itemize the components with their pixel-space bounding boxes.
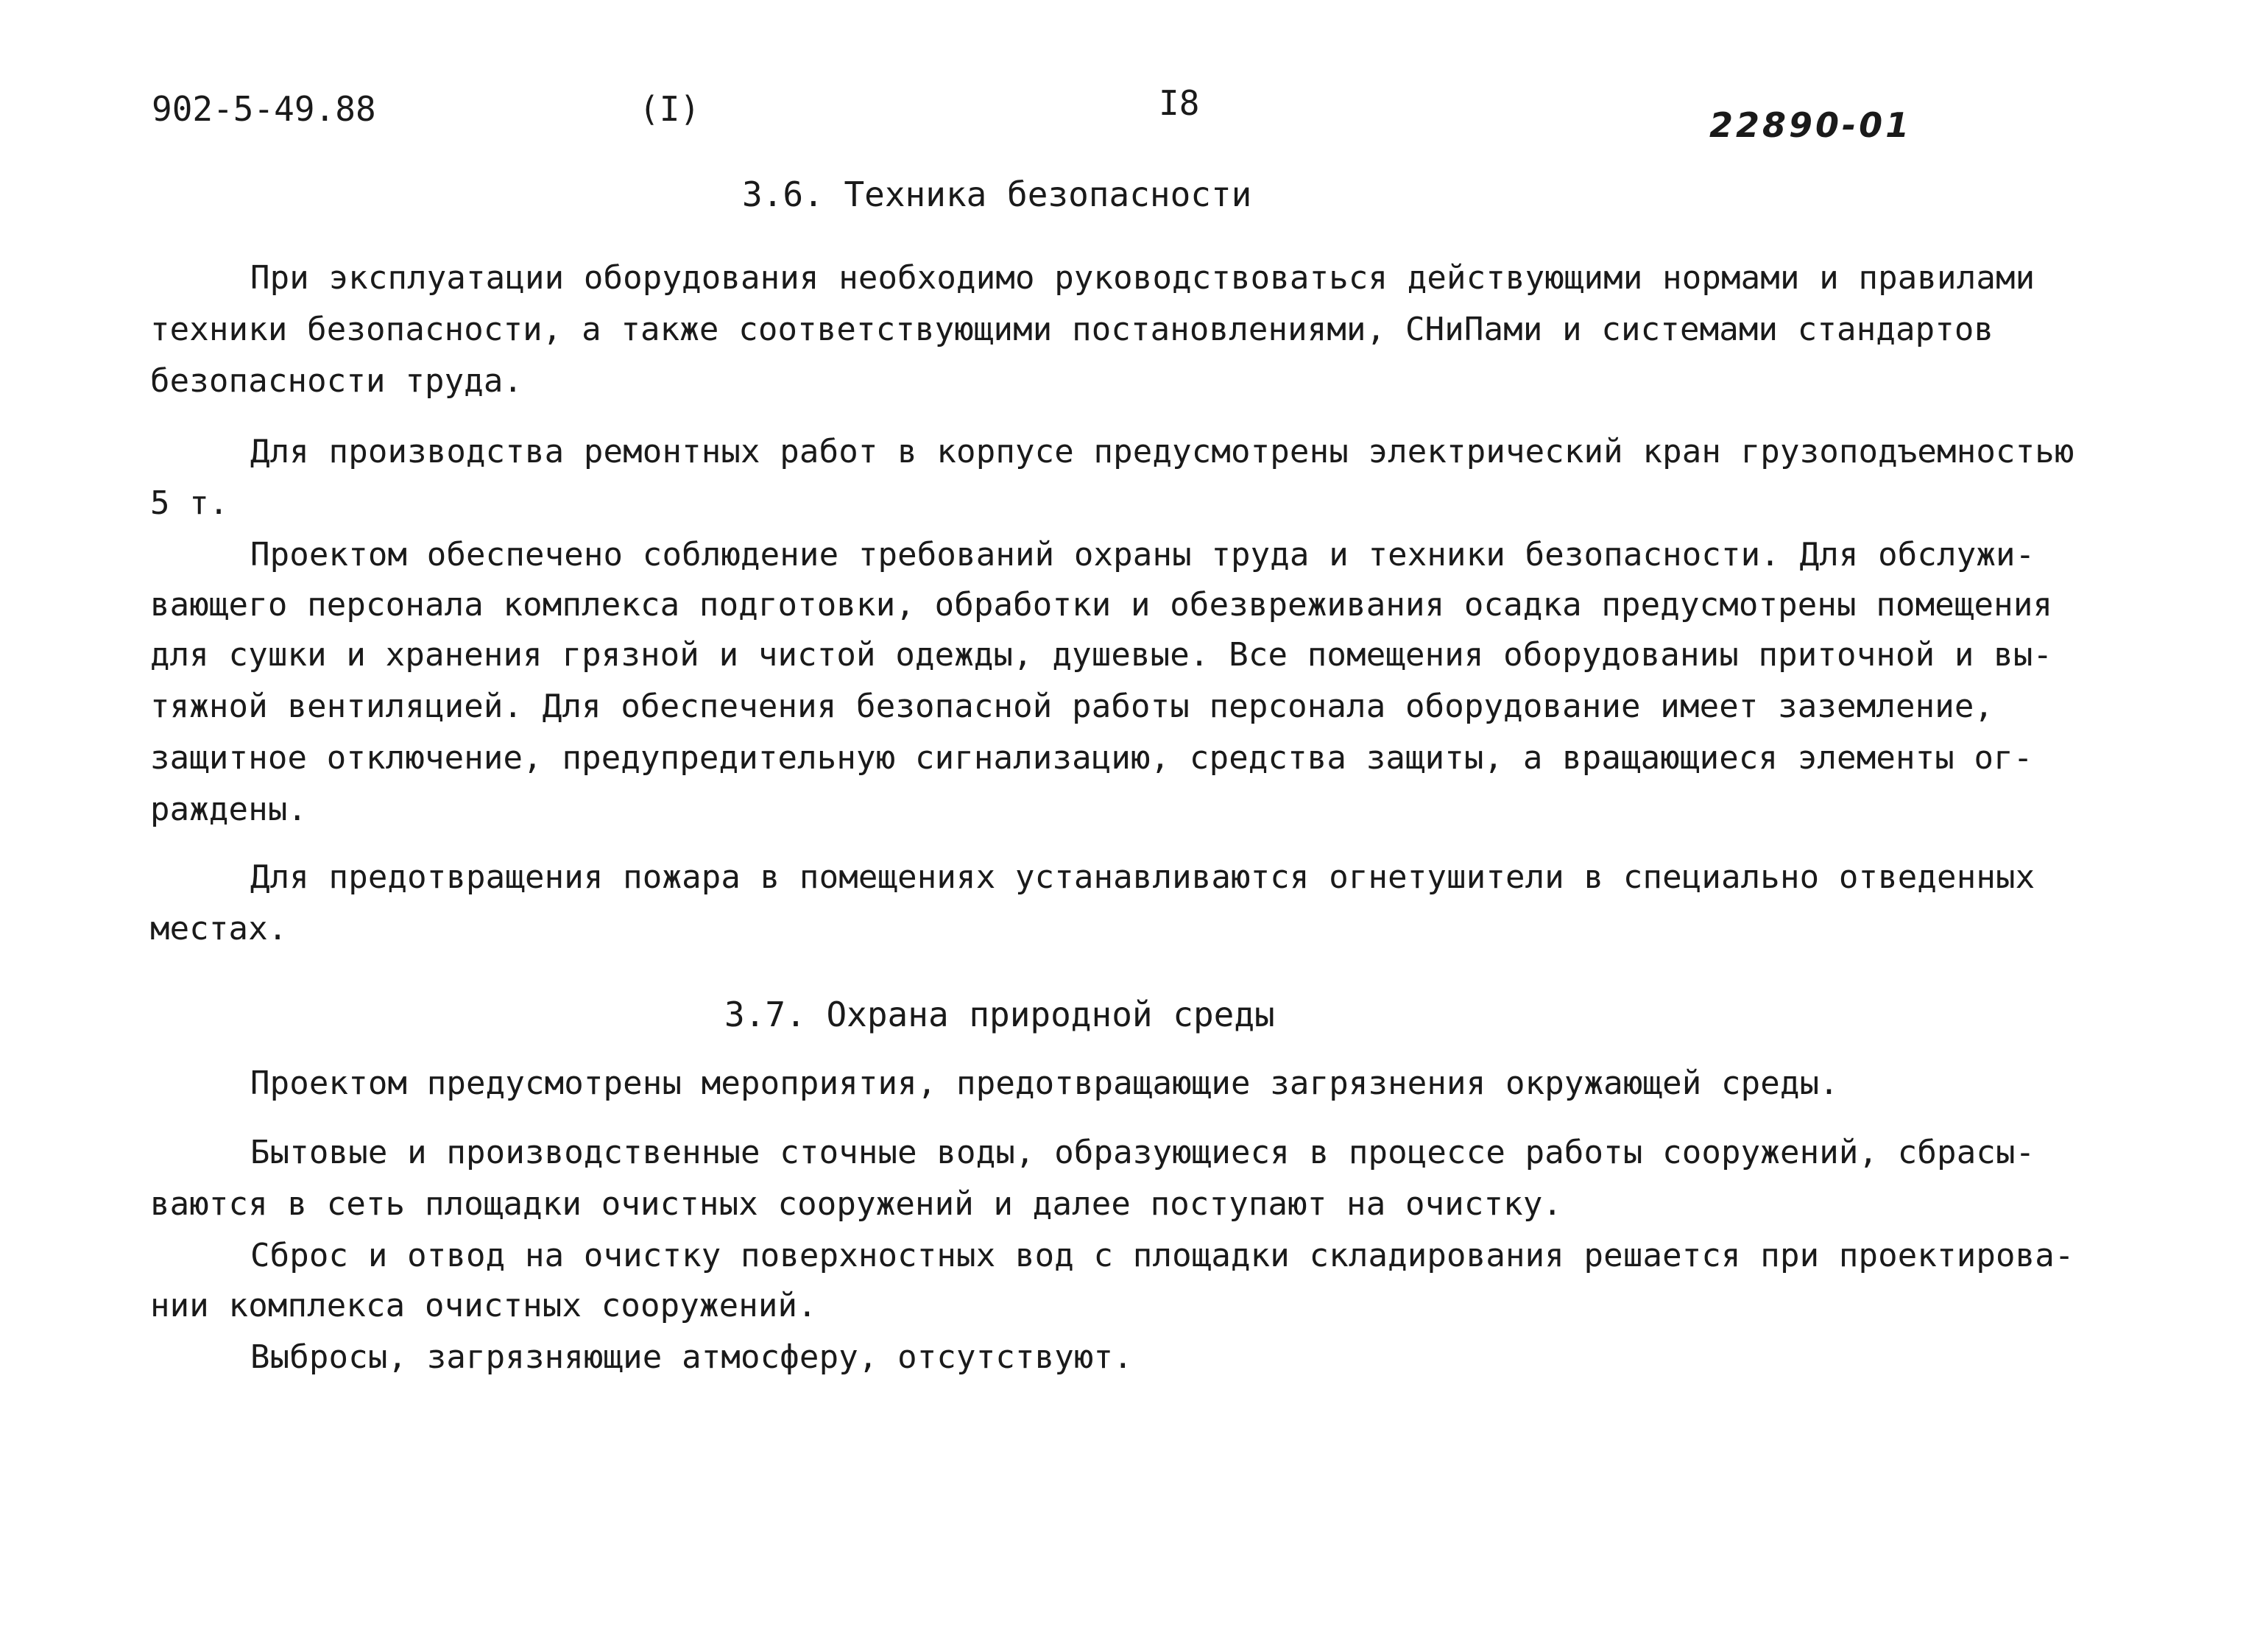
paragraph-line: Выбросы, загрязняющие атмосферу, отсутствуют. xyxy=(250,1338,1133,1376)
paragraph-line: 5 т. xyxy=(150,484,229,522)
paragraph-line: Для предотвращения пожара в помещениях устанавливаются огнетушители в специально отведенных xyxy=(250,858,2035,896)
section-3-7-heading: 3.7. Охрана природной среды xyxy=(724,995,1275,1034)
paragraph-line: Для производства ремонтных работ в корпусе предусмотрены электрический кран грузоподъемностью xyxy=(250,433,2074,470)
paragraph-line: безопасности труда. xyxy=(150,362,523,400)
paragraph-line: Сброс и отвод на очистку поверхностных вод с площадки складирования решается при проектирова- xyxy=(250,1237,2074,1274)
section-3-6-heading: 3.6. Техника безопасности xyxy=(742,174,1252,214)
document-code: 902-5-49.88 xyxy=(152,89,376,129)
paragraph-line: вающего персонала комплекса подготовки, обработки и обезвреживания осадка предусмотрены помещения xyxy=(150,586,2053,624)
paragraph-line: тяжной вентиляцией. Для обеспечения безопасной работы персонала оборудование имеет заземление, xyxy=(150,688,1994,725)
handwritten-doc-number: 22890-01 xyxy=(1709,105,1913,145)
paragraph-line: нии комплекса очистных сооружений. xyxy=(150,1287,817,1324)
paragraph-line: Проектом предусмотрены мероприятия, предотвращающие загрязнения окружающей среды. xyxy=(250,1065,1839,1102)
paragraph-line: Проектом обеспечено соблюдение требований охраны труда и техники безопасности. Для обслужи- xyxy=(250,536,2035,573)
paragraph-line: местах. xyxy=(150,910,288,947)
paragraph-line: При эксплуатации оборудования необходимо руководствоваться действующими нормами и правилами xyxy=(250,259,2035,297)
paragraph-line: ваются в сеть площадки очистных сооружений и далее поступают на очистку. xyxy=(150,1185,1563,1223)
paragraph-line: техники безопасности, а также соответствующими постановлениями, СНиПами и системами стандартов xyxy=(150,311,1994,348)
volume-label: (I) xyxy=(639,89,701,129)
paragraph-line: для сушки и хранения грязной и чистой одежды, душевые. Все помещения оборудованиы приточной и вы- xyxy=(150,636,2053,674)
paragraph-line: Бытовые и производственные сточные воды, образующиеся в процессе работы сооружений, сбрасы- xyxy=(250,1134,2035,1171)
paragraph-line: защитное отключение, предупредительную сигнализацию, средства защиты, а вращающиеся элементы ог- xyxy=(150,739,2033,777)
page-number: I8 xyxy=(1159,83,1200,123)
paragraph-line: раждены. xyxy=(150,791,308,828)
